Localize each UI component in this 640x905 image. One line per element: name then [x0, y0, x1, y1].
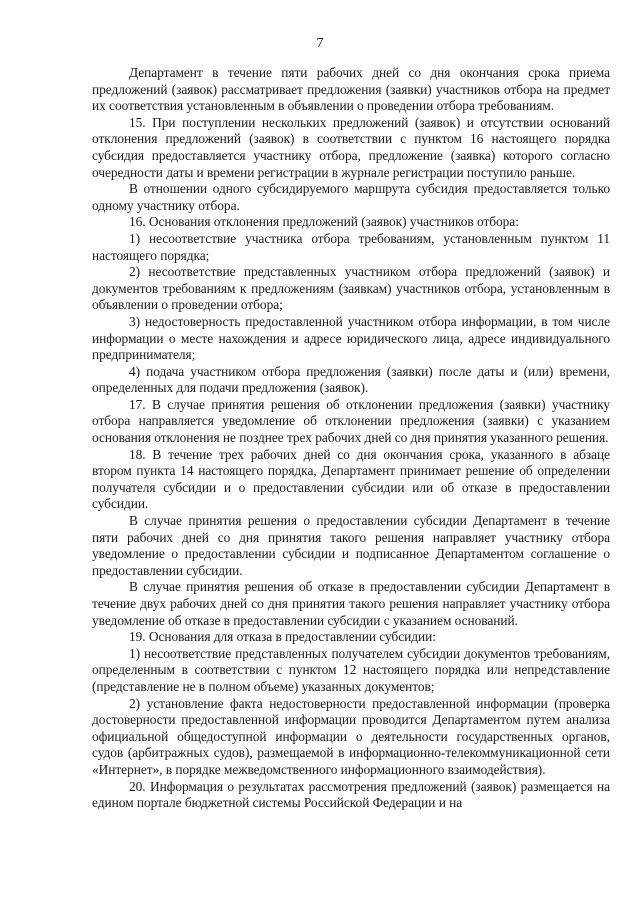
- list-item-16-4: 4) подача участником отбора предложения (заявки) после даты и (или) времени, определенных для подачи предложения (заявок).: [92, 363, 610, 396]
- paragraph-department-review: Департамент в течение пяти рабочих дней со дня окончания срока приема предложений (заявок) рассматривает предложения (заявки) участников отбора на предмет их соответствия установленным в объявлении о проведении отбора требованиям.: [92, 65, 610, 114]
- paragraph-19: 19. Основания для отказа в предоставлении субсидии:: [129, 629, 436, 645]
- paragraph-16: 16. Основания отклонения предложений (заявок) участников отбора:: [129, 214, 519, 230]
- paragraph-18-approval: В случае принятия решения о предоставлении субсидии Департамент в течение пяти рабочих дней со дня принятия такого решения направляет участнику отбора уведомление о предоставлении субсидии и подписанное Департаментом соглашение о предоставлении субсидии.: [92, 513, 610, 578]
- paragraph-17: 17. В случае принятия решения об отклонении предложения (заявки) участнику отбора направляется уведомление об отклонении предложения (заявки) с указанием основания отклонения не позднее трех рабочих дней со дня принятия указанного решения.: [92, 396, 610, 446]
- document-body: [92, 65, 610, 812]
- list-item-19-2: 2) установление факта недостоверности предоставленной информации (проверка достоверности предоставленной информации проводится Департаментом путем анализа официальной общедоступной информации о деятельности государственных органов, судов (арбитражных судов), размещаемой в информационно-телекоммуникационной сети «Интернет», в порядке межведомственного информационного взаимодействия).: [92, 695, 610, 777]
- paragraph-20: 20. Информация о результатах рассмотрения предложений (заявок) размещается на едином портале бюджетной системы Российской Федерации и на: [92, 778, 610, 811]
- list-item-16-2: 2) несоответствие представленных участником отбора предложений (заявок) и документов требованиям к предложениям (заявкам) участников отбора, установленным в объявлении о проведении отбора;: [92, 264, 610, 313]
- paragraph-18: 18. В течение трех рабочих дней со дня окончания срока, указанного в абзаце втором пункта 14 настоящего порядка, Департамент принимает решение об определении получателя субсидии и о предоставлении субсидии или об отказе в предоставлении субсидии.: [92, 446, 610, 512]
- paragraph-single-participant: В отношении одного субсидируемого маршрута субсидия предоставляется только одному участнику отбора.: [92, 181, 610, 213]
- list-item-16-3: 3) недостоверность предоставленной участником отбора информации, в том числе информации о месте нахождения и адресе юридического лица, адресе индивидуального предпринимателя;: [92, 313, 610, 363]
- paragraph-18-refusal: В случае принятия решения об отказе в предоставлении субсидии Департамент в течение двух рабочих дней со дня принятия такого решения направляет участнику отбора уведомление об отказе в предоставлении субсидии с указанием оснований.: [92, 579, 610, 628]
- paragraph-15: 15. При поступлении нескольких предложений (заявок) и отсутствии оснований отклонения предложений (заявок) в соответствии с пунктом 16 настоящего порядка субсидия предоставляется участнику отбора, предложение (заявка) которого согласно очередности даты и времени регистрации в журнале регистрации поступило раньше.: [92, 114, 610, 180]
- list-item-19-1: 1) несоответствие представленных получателем субсидии документов требованиям, определенным в соответствии с пунктом 12 настоящего порядка или непредставление (представление не в полном объеме) указанных документов;: [92, 645, 610, 694]
- page-number: 7: [316, 36, 324, 51]
- list-item-16-1: 1) несоответствие участника отбора требованиям, установленным пунктом 11 настоящего порядка;: [92, 230, 610, 263]
